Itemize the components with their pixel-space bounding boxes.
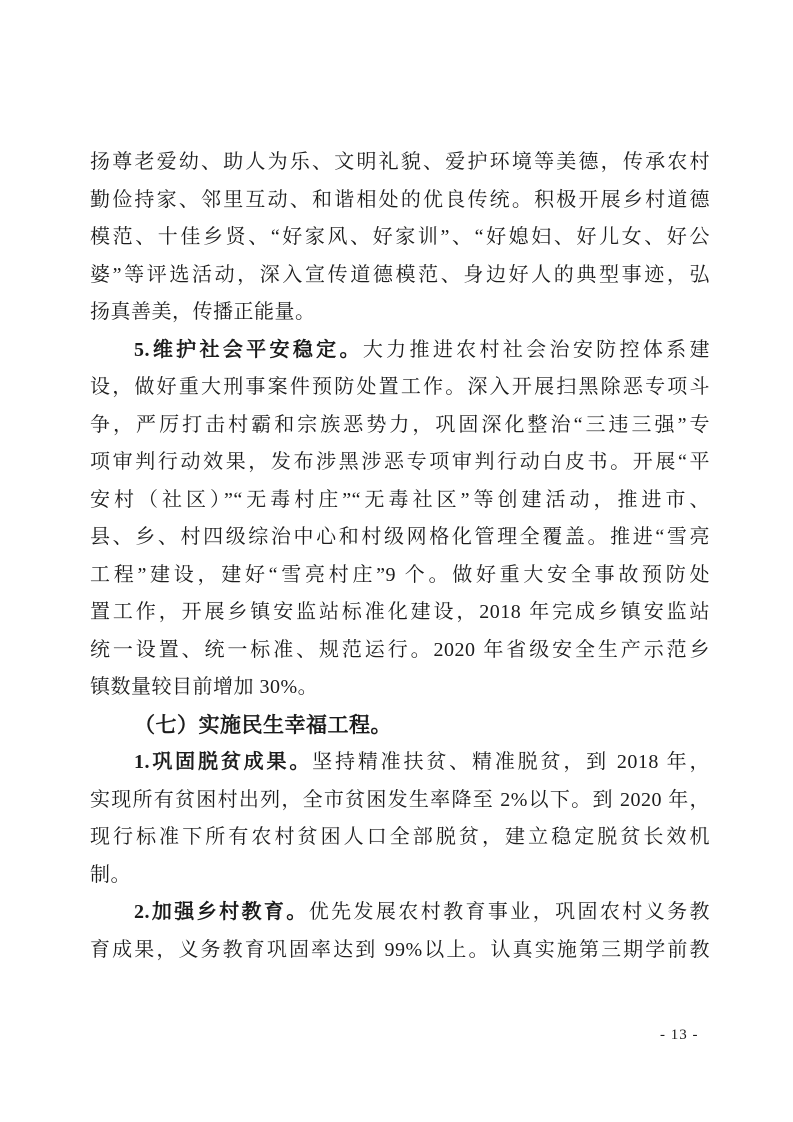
text-line <box>90 257 710 295</box>
text-line <box>90 819 710 857</box>
text-line <box>90 219 710 257</box>
text-run: 工程”建设，建好“雪亮村庄”9 个。做好重大安全事故预防处 <box>90 563 710 586</box>
text-line <box>90 407 710 445</box>
text-line-item-2 <box>90 894 710 932</box>
text-line <box>90 932 710 970</box>
page-number: - 13 - <box>660 1027 699 1043</box>
text-run: 县、乡、村四级综治中心和村级网格化管理全覆盖。推进“雪亮 <box>90 526 710 548</box>
text-run: 扬真善美，传播正能量。 <box>90 301 316 323</box>
text-line <box>90 182 710 220</box>
text-run: 育成果，义务教育巩固率达到 99%以上。认真实施第三期学前教 <box>90 938 710 961</box>
text-run: 制。 <box>90 863 131 886</box>
heading-text: （七）实施民生幸福工程。 <box>134 712 392 737</box>
text-line <box>90 669 710 707</box>
section-heading <box>90 707 710 745</box>
text-run: 现行标准下所有农村贫困人口全部脱贫，建立稳定脱贫长效机 <box>90 826 710 848</box>
text-line <box>90 444 710 482</box>
text-line <box>90 557 710 595</box>
text-run: 设，做好重大刑事案件预防处置工作。深入开展扫黑除恶专项斗 <box>90 376 710 398</box>
text-run: 争，严厉打击村霸和宗族恶势力，巩固深化整治“三违三强”专 <box>90 413 710 436</box>
bold-run: 5.维护社会平安稳定。 <box>134 338 363 361</box>
text-run: 置工作，开展乡镇安监站标准化建设，2018 年完成乡镇安监站 <box>90 601 710 623</box>
bold-run: 2.加强乡村教育。 <box>134 901 309 923</box>
text-line <box>90 482 710 520</box>
text-run: 大力推进农村社会治安防控体系建 <box>362 338 711 361</box>
text-run: 实现所有贫困村出列，全市贫困发生率降至 2%以下。到 2020 年， <box>90 788 710 811</box>
text-run: 婆”等评选活动，深入宣传道德模范、身边好人的典型事迹，弘 <box>90 263 710 286</box>
text-line <box>90 632 710 670</box>
text-line <box>90 857 710 895</box>
text-run: 统一设置、统一标准、规范运行。2020 年省级安全生产示范乡 <box>90 638 710 661</box>
text-line <box>90 594 710 632</box>
text-run: 模范、十佳乡贤、“好家风、好家训”、“好媳妇、好儿女、好公 <box>90 226 710 248</box>
text-run: 勤俭持家、邻里互动、和谐相处的优良传统。积极开展乡村道德 <box>90 188 710 211</box>
text-line <box>90 519 710 557</box>
text-line-item-5 <box>90 332 710 370</box>
text-line <box>90 782 710 820</box>
text-line <box>90 294 710 332</box>
text-run: 优先发展农村教育事业，巩固农村义务教 <box>308 901 711 923</box>
text-run: 坚持精准扶贫、精准脱贫，到 2018 年， <box>312 751 711 773</box>
document-body <box>90 144 710 969</box>
text-run: 安村（社区）”“无毒村庄”“无毒社区”等创建活动，推进市、 <box>90 488 710 511</box>
text-line <box>90 369 710 407</box>
text-line <box>90 144 710 182</box>
text-run: 镇数量较目前增加 30%。 <box>90 676 319 698</box>
bold-run: 1.巩固脱贫成果。 <box>134 751 313 773</box>
text-line-item-1 <box>90 744 710 782</box>
text-run: 项审判行动效果，发布涉黑涉恶专项审判行动白皮书。开展“平 <box>90 451 710 473</box>
text-run: 扬尊老爱幼、助人为乐、文明礼貌、爱护环境等美德，传承农村 <box>90 151 710 173</box>
